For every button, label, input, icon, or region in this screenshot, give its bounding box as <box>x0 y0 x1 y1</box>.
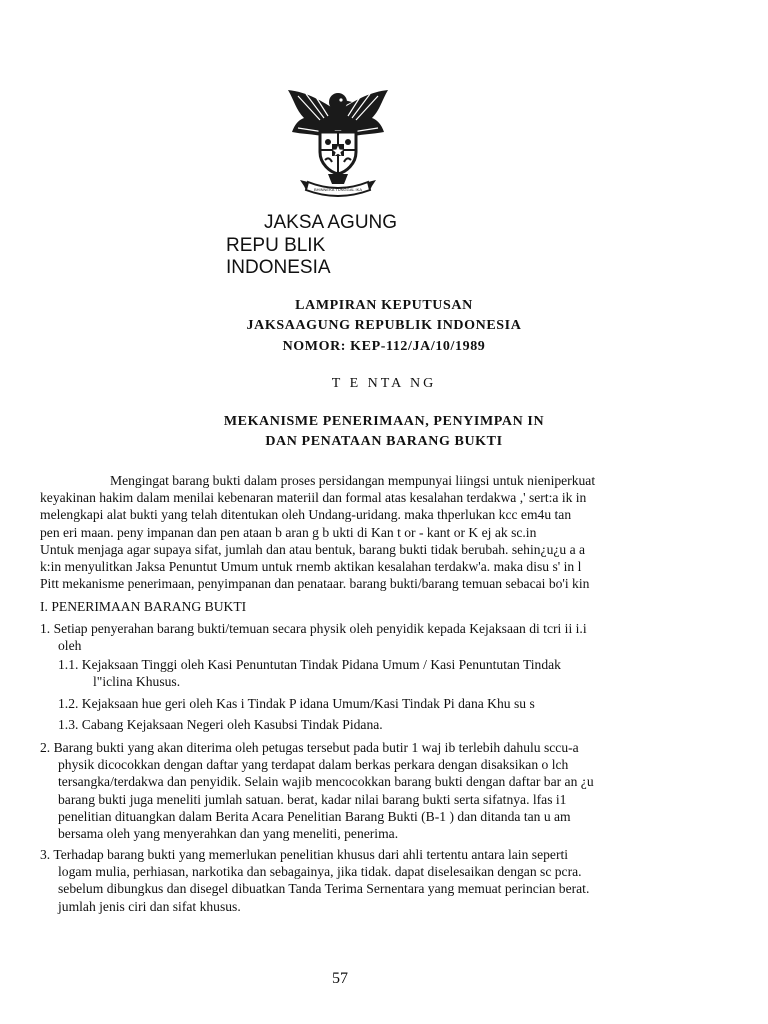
intro-line: keyakinan hakim dalam menilai kebenaran materiil dan formal atas kesalahan terdakwa ,' sert:a ik in <box>40 490 587 506</box>
list-item-1 <box>40 620 587 654</box>
intro-paragraph <box>40 472 640 592</box>
list-item-line: oleh <box>58 638 82 654</box>
institution-line-2: REPU BLIK <box>226 235 326 256</box>
list-item-line: jumlah jenis ciri dan sifat khusus. <box>58 898 241 914</box>
list-item-line: barang bukti juga meneliti jumlah satuan. berat, kadar nilai barang bukti serta sifatnya. lfas i1 <box>58 791 567 807</box>
sub-item-1-3 <box>58 716 383 733</box>
sub-item-line: l"iclina Khusus. <box>93 674 181 690</box>
title-line-2: JAKSAAGUNG REPUBLIK INDONESIA <box>246 318 522 333</box>
list-item-line: sebelum dibungkus dan disegel dibuatkan Tanda Terima Sernentara yang memuat perincian berat. <box>58 881 590 897</box>
list-item-line: 2. Barang bukti yang akan diterima oleh petugas tersebut pada butir 1 waj ib terlebih dahulu sccu-a <box>40 740 579 755</box>
list-item-line: physik dicocokkan dengan daftar yang terdapat dalam berkas perkara dengan disaksikan o lch <box>58 757 569 773</box>
list-item-2 <box>40 739 594 842</box>
list-item-line: 3. Terhadap barang bukti yang memerlukan penelitian khusus dari ahli tertentu antara lain seperti <box>40 847 569 862</box>
institution-line-3: INDONESIA <box>226 257 331 278</box>
sub-item-line: 1.3. Cabang Kejaksaan Negeri oleh Kasubsi Tindak Pidana. <box>58 717 383 732</box>
sub-item-line: 1.2. Kejaksaan hue geri oleh Kas i Tindak P idana Umum/Kasi Tindak Pi dana Khu su s <box>58 696 535 711</box>
list-item-line: penelitian dituangkan dalam Berita Acara Penelitian Barang Bukti (B-1 ) dan ditanda tan u am <box>58 808 571 824</box>
list-item-line: tersangka/terdakwa dan penyidik. Selain wajib mencocokkan barang bukti dengan daftar bar an ¿u <box>58 774 594 790</box>
intro-line: k:in menyulitkan Jaksa Penuntut Umum untuk rnemb aktikan kesalahan terdakw'a. maka disu s' in l <box>40 559 582 575</box>
list-item-line: logam mulia, perhiasan, narkotika dan sebagainya, jika tidak. dapat diselesaikan dengan sc pcra. <box>58 864 582 880</box>
garuda-emblem-icon <box>278 80 398 200</box>
intro-line: Untuk menjaga agar supaya sifat, jumlah dan atau bentuk, barang bukti tidak berubah. sehin¿u¿u a a <box>40 541 586 557</box>
intro-line: Mengingat barang bukti dalam proses persidangan mempunyai liingsi untuk nieniperkuat <box>110 473 596 488</box>
sub-item-1-2 <box>58 695 535 712</box>
title-line-1: LAMPIRAN KEPUTUSAN <box>295 298 473 313</box>
sub-item-line: 1.1. Kejaksaan Tinggi oleh Kasi Penuntutan Tindak Pidana Umum / Kasi Penuntutan Tindak <box>58 657 561 672</box>
institution-line-1: JAKSA AGUNG <box>264 212 398 233</box>
sub-item-1-1 <box>58 656 561 690</box>
page-number: 57 <box>332 970 348 987</box>
intro-line: melengkapi alat bukti yang telah ditentukan oleh Undang-uridang. maka thperlukan kcc em4u tan <box>40 507 572 523</box>
section-heading: I. PENERIMAAN BARANG BUKTI <box>40 599 247 614</box>
intro-line: pen eri maan. peny impanan dan pen ataan b aran g b ukti di Kan t or - kant or K ej ak sc.in <box>40 524 537 540</box>
intro-line: Pitt mekanisme penerimaan, penyimpanan dan penataar. barang bukti/barang temuan sebacai bo'i kin <box>40 576 590 592</box>
emblem-motto: BHINNEKA TUNGGAL IKA <box>313 187 363 192</box>
list-item-3 <box>40 846 589 915</box>
list-item-line: bersama oleh yang menyerahkan dan yang meneliti, penerima. <box>58 826 399 842</box>
list-item-line: 1. Setiap penyerahan barang bukti/temuan secara physik oleh penyidik kepada Kejaksaan di tcri ii i.i <box>40 621 587 636</box>
subject-line-1: MEKANISME PENERIMAAN, PENYIMPAN IN <box>223 414 545 429</box>
tentang-label: T E NTA NG <box>331 376 437 391</box>
title-line-3: NOMOR: KEP-112/JA/10/1989 <box>282 339 486 354</box>
subject-line-2: DAN PENATAAN BARANG BUKTI <box>265 434 503 449</box>
